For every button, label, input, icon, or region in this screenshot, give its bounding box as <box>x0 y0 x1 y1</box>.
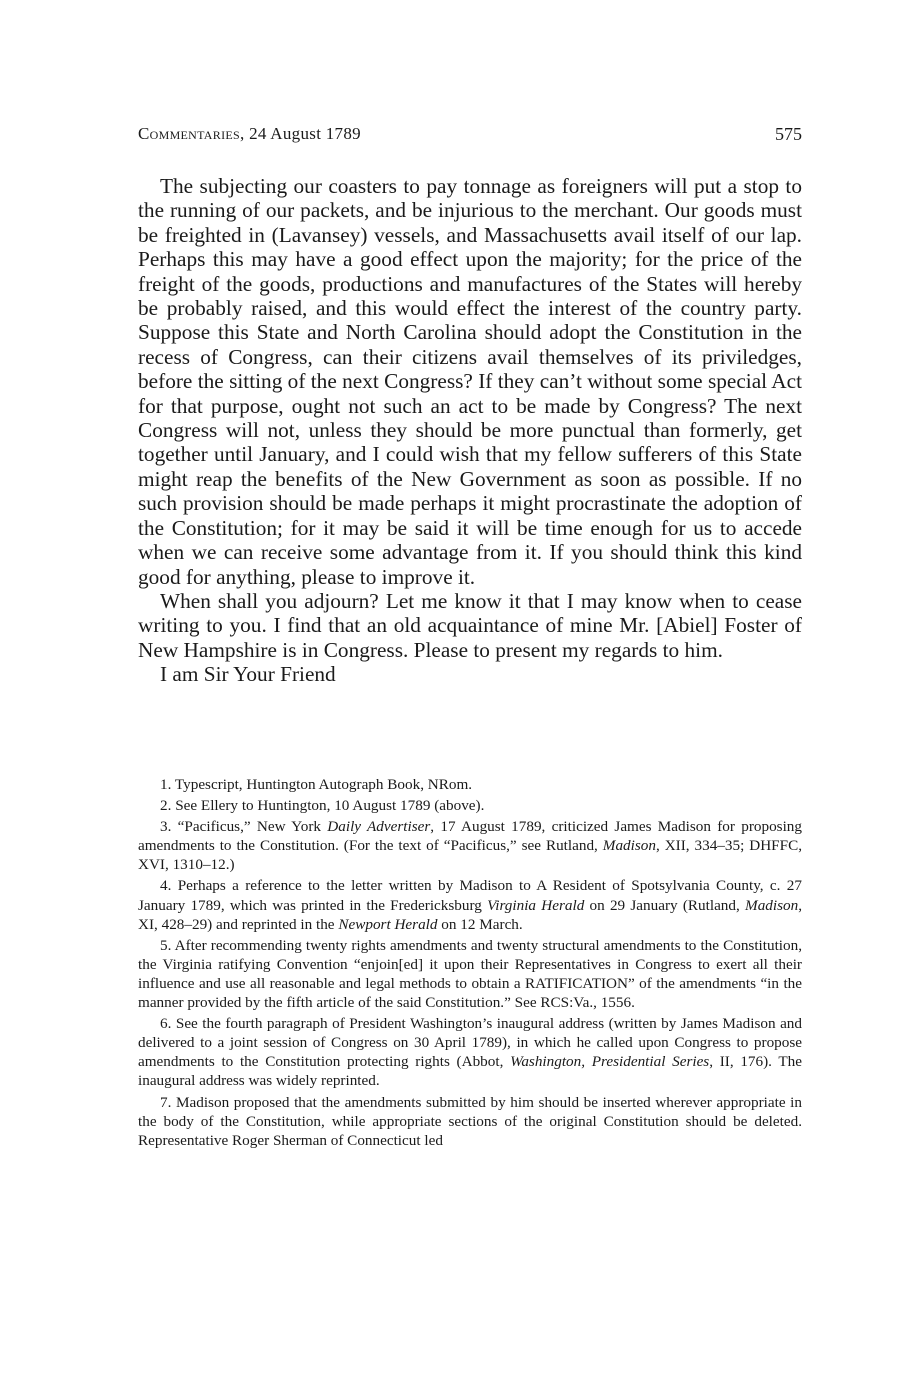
footnote-3 <box>138 817 802 874</box>
footnote-7: 7. Madison proposed that the amendments submitted by him should be inserted wherever appropriate in the body of the Constitution, while appropriate sections of the original Constitution should be deleted. Representative Roger Sherman of Connecticut led <box>138 1093 802 1149</box>
page-number: 575 <box>775 124 802 144</box>
footnote-text: , XII, 334–35; DHFFC, XVI, 1310–12.) <box>138 837 803 874</box>
footnote-6 <box>138 1014 802 1090</box>
body-paragraph-1: The subjecting our coasters to pay tonnage as foreigners will put a stop to the running of our packets, and be injurious to the merchant. Our goods must be freighted in (Lavansey) vessels, and Massachusetts avail itself of our lap. Perhaps this may have a good effect upon the majority; for the price of the freight of the goods, productions and manufactures of the States will hereby be probably raised, and this would effect the interest of the country party. Suppose this State and North Carolina should adopt the Constitution in the recess of Congress, can their citizens avail themselves of its priviledges, before the sitting of the next Congress? If they can’t without some special Act for that purpose, ought not such an act to be made by Congress? The next Congress will not, unless they should be more punctual than formerly, get together until January, and I could wish that my fellow sufferers of this State might reap the benefits of the New Government as soon as possible. If no such provision should be made perhaps it might procrastinate the adoption of the Constitution; for it may be said it will be time enough for us to accede when we can receive some advantage from it. If you should think this kind good for anything, please to improve it. <box>138 174 802 589</box>
running-head-date: , 24 August 1789 <box>239 124 361 143</box>
body-paragraph-2: When shall you adjourn? Let me know it that I may know when to cease writing to you. I find that an old acquaintance of mine Mr. [Abiel] Foster of New Hampshire is in Congress. Please to present my regards to him. <box>138 588 802 662</box>
running-header <box>138 124 802 150</box>
footnote-5: 5. After recommending twenty rights amendments and twenty structural amendments to the Constitution, the Virginia ratifying Convention “enjoin[ed] it upon their Representatives in Congress to exert all their influence and use all reasonable and legal methods to obtain a RATIFICATION” of the amendments “in the manner provided by the fifth article of the said Constitution.” See RCS:Va., 1556. <box>138 936 802 1012</box>
footnote-1: 1. Typescript, Huntington Autograph Book, NRom. <box>160 776 473 793</box>
letter-closing: I am Sir Your Friend <box>160 662 336 687</box>
footnote-text: 3. “Pacificus,” New York <box>160 818 328 836</box>
footnotes <box>138 775 802 1152</box>
footnote-italic-title: Madison <box>745 896 799 914</box>
running-head-title: Commentaries <box>138 124 240 143</box>
letter-body <box>138 174 802 687</box>
footnote-text: 4. Perhaps a reference to the letter written by Madison to A Resident of Spotsylvania County, c. 27 January 1789, which was printed in the Fredericksburg <box>138 877 802 914</box>
footnote-text: , XI, 428–29) and reprinted in the <box>138 896 802 933</box>
running-head <box>138 124 361 144</box>
footnote-italic-title: Newport Herald <box>338 915 438 933</box>
footnote-italic-title: Virginia Herald <box>487 896 585 914</box>
footnote-text: on 12 March. <box>437 915 523 933</box>
footnote-text: , II, 176). The inaugural address was widely reprinted. <box>138 1053 802 1090</box>
footnote-4 <box>138 876 802 933</box>
footnote-text: 6. See the fourth paragraph of President Washington’s inaugural address (written by James Madison and delivered to a joint session of Congress on 30 April 1789), in which he called upon Congress to propose amendments to the Constitution protecting rights (Abbot, <box>138 1015 802 1071</box>
footnote-italic-title: Madison <box>602 837 656 855</box>
footnote-italic-title: Washington, Presidential Series <box>510 1053 710 1071</box>
footnote-2: 2. See Ellery to Huntington, 10 August 1789 (above). <box>160 797 485 815</box>
footnote-text: on 29 January (Rutland, <box>584 896 746 914</box>
footnote-text: , 17 August 1789, criticized James Madison for proposing amendments to the Constitution. (For the text of “Pacificus,” see Rutland, <box>138 818 802 855</box>
footnote-italic-title: Daily Advertiser <box>327 818 431 836</box>
